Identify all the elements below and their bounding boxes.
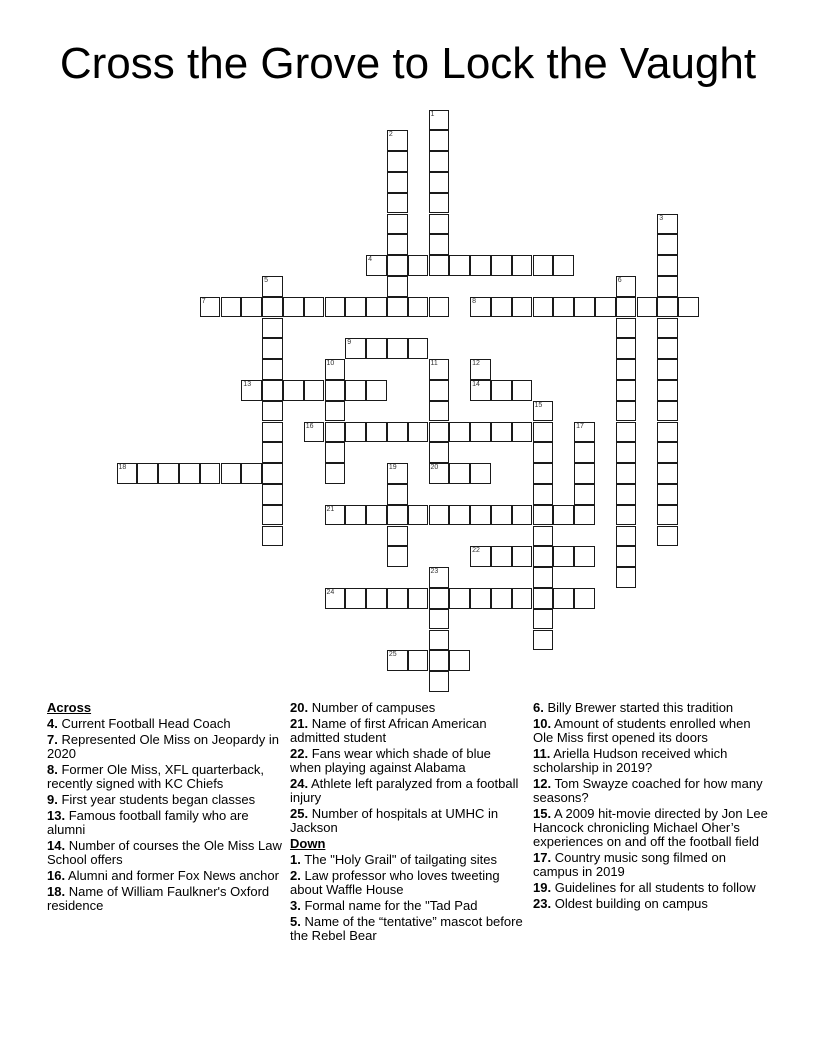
grid-cell[interactable] xyxy=(387,526,408,547)
clue-across-9: 9. First year students began classes xyxy=(47,792,256,807)
grid-cell[interactable] xyxy=(533,484,554,505)
grid-cell[interactable] xyxy=(449,463,470,484)
grid-cell[interactable] xyxy=(325,359,346,380)
grid-cell[interactable] xyxy=(262,380,283,401)
clue-number: 22 xyxy=(472,547,480,555)
grid-cell[interactable] xyxy=(429,505,450,526)
grid-cell[interactable] xyxy=(325,297,346,318)
grid-cell[interactable] xyxy=(533,255,554,276)
grid-cell[interactable] xyxy=(366,505,387,526)
grid-cell[interactable] xyxy=(366,255,387,276)
grid-cell[interactable] xyxy=(408,255,429,276)
clue-down-2: 2. Law professor who loves tweeting about Waffle House xyxy=(290,868,500,897)
grid-cell[interactable] xyxy=(616,546,637,567)
grid-cell[interactable] xyxy=(616,380,637,401)
grid-cell[interactable] xyxy=(387,130,408,151)
grid-cell[interactable] xyxy=(616,359,637,380)
clue-number: 15 xyxy=(534,401,543,409)
clue-across-21: 21. Name of first African American admitted student xyxy=(290,716,487,745)
grid-cell[interactable] xyxy=(325,505,346,526)
grid-cell[interactable] xyxy=(262,442,283,463)
grid-cell[interactable] xyxy=(387,484,408,505)
grid-cell[interactable] xyxy=(470,588,491,609)
grid-cell[interactable] xyxy=(574,422,595,443)
grid-cell[interactable] xyxy=(616,526,637,547)
grid-cell[interactable] xyxy=(366,297,387,318)
grid-cell[interactable] xyxy=(429,359,450,380)
clue-down-11: 11. Ariella Hudson received which scholarship in 2019? xyxy=(533,746,728,775)
grid-cell[interactable] xyxy=(512,505,533,526)
grid-cell[interactable] xyxy=(429,567,450,588)
grid-cell[interactable] xyxy=(262,463,283,484)
grid-cell[interactable] xyxy=(345,588,366,609)
grid-cell[interactable] xyxy=(553,255,574,276)
grid-cell[interactable] xyxy=(408,297,429,318)
grid-cell[interactable] xyxy=(533,505,554,526)
grid-cell[interactable] xyxy=(387,276,408,297)
clue-across-7: 7. Represented Ole Miss on Jeopardy in 2020 xyxy=(47,732,279,761)
grid-cell[interactable] xyxy=(408,588,429,609)
grid-cell[interactable] xyxy=(387,588,408,609)
grid-cell[interactable] xyxy=(533,442,554,463)
grid-cell[interactable] xyxy=(429,609,450,630)
grid-cell[interactable] xyxy=(491,505,512,526)
grid-cell[interactable] xyxy=(429,255,450,276)
grid-cell[interactable] xyxy=(387,505,408,526)
clues-column-2 xyxy=(290,701,525,945)
grid-cell[interactable] xyxy=(657,526,678,547)
grid-cell[interactable] xyxy=(366,588,387,609)
grid-cell[interactable] xyxy=(325,422,346,443)
grid-cell[interactable] xyxy=(262,359,283,380)
grid-cell[interactable] xyxy=(262,505,283,526)
grid-cell[interactable] xyxy=(366,338,387,359)
grid-cell[interactable] xyxy=(221,297,242,318)
grid-cell[interactable] xyxy=(574,505,595,526)
clue-across-24: 24. Athlete left paralyzed from a football injury xyxy=(290,776,519,805)
grid-cell[interactable] xyxy=(429,380,450,401)
grid-cell[interactable] xyxy=(241,380,262,401)
grid-cell[interactable] xyxy=(387,650,408,671)
clue-down-23: 23. Oldest building on campus xyxy=(533,896,708,911)
clue-number: 4 xyxy=(368,256,372,264)
grid-cell[interactable] xyxy=(657,214,678,235)
grid-cell[interactable] xyxy=(616,338,637,359)
grid-cell[interactable] xyxy=(491,546,512,567)
clue-number: 18 xyxy=(118,464,127,472)
grid-cell[interactable] xyxy=(429,650,450,671)
clue-across-13: 13. Famous football family who are alumni xyxy=(47,808,249,837)
grid-cell[interactable] xyxy=(491,255,512,276)
clue-across-16: 16. Alumni and former Fox News anchor xyxy=(47,868,279,883)
grid-cell[interactable] xyxy=(345,380,366,401)
grid-cell[interactable] xyxy=(491,422,512,443)
grid-cell[interactable] xyxy=(262,297,283,318)
clues-column-3 xyxy=(533,701,768,913)
grid-cell[interactable] xyxy=(304,297,325,318)
grid-cell[interactable] xyxy=(262,338,283,359)
clue-number: 12 xyxy=(472,360,480,368)
grid-cell[interactable] xyxy=(429,463,450,484)
clue-number: 3 xyxy=(659,214,664,222)
clue-number: 1 xyxy=(430,110,435,118)
grid-cell[interactable] xyxy=(429,234,450,255)
clue-down-3: 3. Formal name for the "Tad Pad xyxy=(290,898,478,913)
grid-cell[interactable] xyxy=(657,359,678,380)
grid-cell[interactable] xyxy=(137,463,158,484)
grid-cell[interactable] xyxy=(387,422,408,443)
grid-cell[interactable] xyxy=(429,671,450,692)
grid-cell[interactable] xyxy=(117,463,138,484)
clue-across-18: 18. Name of William Faulkner's Oxford residence xyxy=(47,884,270,913)
clue-number: 25 xyxy=(388,651,397,659)
clue-number: 9 xyxy=(347,339,352,347)
clue-number: 23 xyxy=(430,568,439,576)
grid-cell[interactable] xyxy=(616,463,637,484)
grid-cell[interactable] xyxy=(512,380,533,401)
grid-cell[interactable] xyxy=(470,422,491,443)
grid-cell[interactable] xyxy=(429,130,450,151)
grid-cell[interactable] xyxy=(387,151,408,172)
grid-cell[interactable] xyxy=(262,276,283,297)
grid-cell[interactable] xyxy=(657,463,678,484)
grid-cell[interactable] xyxy=(262,401,283,422)
grid-cell[interactable] xyxy=(429,422,450,443)
grid-cell[interactable] xyxy=(657,338,678,359)
grid-cell[interactable] xyxy=(262,484,283,505)
grid-cell[interactable] xyxy=(512,297,533,318)
grid-cell[interactable] xyxy=(616,401,637,422)
grid-cell[interactable] xyxy=(616,318,637,339)
grid-cell[interactable] xyxy=(304,380,325,401)
grid-cell[interactable] xyxy=(325,401,346,422)
grid-cell[interactable] xyxy=(616,484,637,505)
clue-down-15: 15. A 2009 hit-movie directed by Jon Lee Hancock chronicling Michael Oher’s experiences on and off the football field xyxy=(533,806,768,849)
grid-cell[interactable] xyxy=(429,442,450,463)
grid-cell[interactable] xyxy=(387,234,408,255)
grid-cell[interactable] xyxy=(533,567,554,588)
clue-number: 13 xyxy=(243,380,252,388)
grid-cell[interactable] xyxy=(429,630,450,651)
grid-cell[interactable] xyxy=(491,297,512,318)
grid-cell[interactable] xyxy=(387,255,408,276)
grid-cell[interactable] xyxy=(533,297,554,318)
grid-cell[interactable] xyxy=(657,276,678,297)
grid-cell[interactable] xyxy=(325,380,346,401)
grid-cell[interactable] xyxy=(345,297,366,318)
clue-number: 6 xyxy=(617,276,622,284)
clue-down-1: 1. The "Holy Grail" of tailgating sites xyxy=(290,852,497,867)
grid-cell[interactable] xyxy=(553,505,574,526)
grid-cell[interactable] xyxy=(387,214,408,235)
grid-cell[interactable] xyxy=(304,422,325,443)
grid-cell[interactable] xyxy=(533,546,554,567)
grid-cell[interactable] xyxy=(366,380,387,401)
grid-cell[interactable] xyxy=(553,546,574,567)
grid-cell[interactable] xyxy=(657,422,678,443)
grid-cell[interactable] xyxy=(262,422,283,443)
grid-cell[interactable] xyxy=(657,505,678,526)
grid-cell[interactable] xyxy=(657,484,678,505)
grid-cell[interactable] xyxy=(616,276,637,297)
grid-cell[interactable] xyxy=(429,110,450,131)
grid-cell[interactable] xyxy=(616,567,637,588)
grid-cell[interactable] xyxy=(429,151,450,172)
grid-cell[interactable] xyxy=(325,442,346,463)
grid-cell[interactable] xyxy=(574,546,595,567)
grid-cell[interactable] xyxy=(449,505,470,526)
clue-number: 20 xyxy=(430,464,439,472)
clue-across-25: 25. Number of hospitals at UMHC in Jackson xyxy=(290,806,499,835)
grid-cell[interactable] xyxy=(429,172,450,193)
grid-cell[interactable] xyxy=(262,318,283,339)
grid-cell[interactable] xyxy=(158,463,179,484)
grid-cell[interactable] xyxy=(512,422,533,443)
grid-cell[interactable] xyxy=(325,463,346,484)
grid-cell[interactable] xyxy=(283,297,304,318)
clue-number: 11 xyxy=(430,360,438,368)
grid-cell[interactable] xyxy=(616,422,637,443)
grid-cell[interactable] xyxy=(470,255,491,276)
grid-cell[interactable] xyxy=(512,588,533,609)
grid-cell[interactable] xyxy=(408,422,429,443)
down-heading: Down xyxy=(290,836,326,851)
grid-cell[interactable] xyxy=(262,526,283,547)
grid-cell[interactable] xyxy=(429,588,450,609)
grid-cell[interactable] xyxy=(657,380,678,401)
grid-cell[interactable] xyxy=(449,588,470,609)
grid-cell[interactable] xyxy=(345,338,366,359)
grid-cell[interactable] xyxy=(241,463,262,484)
grid-cell[interactable] xyxy=(470,359,491,380)
clue-across-20: 20. Number of campuses xyxy=(290,700,436,715)
grid-cell[interactable] xyxy=(512,255,533,276)
grid-cell[interactable] xyxy=(387,338,408,359)
grid-cell[interactable] xyxy=(241,297,262,318)
grid-cell[interactable] xyxy=(533,463,554,484)
grid-cell[interactable] xyxy=(429,214,450,235)
puzzle-title: Cross the Grove to Lock the Vaught xyxy=(59,39,757,88)
grid-cell[interactable] xyxy=(200,297,221,318)
grid-cell[interactable] xyxy=(616,505,637,526)
clue-number: 21 xyxy=(326,505,335,513)
grid-cell[interactable] xyxy=(221,463,242,484)
grid-cell[interactable] xyxy=(637,297,658,318)
grid-cell[interactable] xyxy=(553,588,574,609)
grid-cell[interactable] xyxy=(574,442,595,463)
grid-cell[interactable] xyxy=(408,338,429,359)
grid-cell[interactable] xyxy=(387,297,408,318)
grid-cell[interactable] xyxy=(366,422,387,443)
grid-cell[interactable] xyxy=(533,609,554,630)
grid-cell[interactable] xyxy=(470,546,491,567)
grid-cell[interactable] xyxy=(553,297,574,318)
grid-cell[interactable] xyxy=(429,193,450,214)
clue-down-19: 19. Guidelines for all students to follow xyxy=(533,880,756,895)
grid-cell[interactable] xyxy=(533,588,554,609)
grid-cell[interactable] xyxy=(574,463,595,484)
grid-cell[interactable] xyxy=(491,588,512,609)
grid-cell[interactable] xyxy=(657,401,678,422)
clue-number: 19 xyxy=(388,464,397,472)
grid-cell[interactable] xyxy=(491,380,512,401)
grid-cell[interactable] xyxy=(574,297,595,318)
grid-cell[interactable] xyxy=(449,650,470,671)
grid-cell[interactable] xyxy=(345,422,366,443)
grid-cell[interactable] xyxy=(470,297,491,318)
clue-number: 24 xyxy=(326,588,335,596)
clue-down-6: 6. Billy Brewer started this tradition xyxy=(533,700,734,715)
grid-cell[interactable] xyxy=(200,463,221,484)
grid-cell[interactable] xyxy=(345,505,366,526)
grid-cell[interactable] xyxy=(387,172,408,193)
grid-cell[interactable] xyxy=(616,297,637,318)
clue-number: 17 xyxy=(576,422,584,430)
clue-number: 7 xyxy=(201,297,206,305)
grid-cell[interactable] xyxy=(657,234,678,255)
clue-number: 16 xyxy=(305,422,314,430)
grid-cell[interactable] xyxy=(533,422,554,443)
grid-cell[interactable] xyxy=(408,650,429,671)
grid-cell[interactable] xyxy=(657,318,678,339)
clue-number: 14 xyxy=(472,380,480,388)
grid-cell[interactable] xyxy=(387,463,408,484)
grid-cell[interactable] xyxy=(449,422,470,443)
clue-down-17: 17. Country music song filmed on campus in 2019 xyxy=(533,850,726,879)
clue-across-4: 4. Current Football Head Coach xyxy=(47,716,231,731)
grid-cell[interactable] xyxy=(283,380,304,401)
grid-cell[interactable] xyxy=(533,401,554,422)
grid-cell[interactable] xyxy=(387,546,408,567)
grid-cell[interactable] xyxy=(449,255,470,276)
clue-across-8: 8. Former Ole Miss, XFL quarterback, recently signed with KC Chiefs xyxy=(47,762,264,791)
grid-cell[interactable] xyxy=(533,630,554,651)
clues-column-1 xyxy=(47,701,282,915)
grid-cell[interactable] xyxy=(179,463,200,484)
grid-cell[interactable] xyxy=(657,255,678,276)
grid-cell[interactable] xyxy=(595,297,616,318)
grid-cell[interactable] xyxy=(325,588,346,609)
clue-down-5: 5. Name of the “tentative” mascot before the Rebel Bear xyxy=(290,914,523,943)
across-heading: Across xyxy=(47,700,92,715)
grid-cell[interactable] xyxy=(657,442,678,463)
grid-cell[interactable] xyxy=(616,442,637,463)
grid-cell[interactable] xyxy=(533,526,554,547)
clue-across-22: 22. Fans wear which shade of blue when playing against Alabama xyxy=(290,746,491,775)
grid-cell[interactable] xyxy=(429,297,450,318)
clue-number: 5 xyxy=(264,276,268,284)
clue-number: 8 xyxy=(472,297,476,305)
grid-cell[interactable] xyxy=(470,505,491,526)
grid-cell[interactable] xyxy=(387,193,408,214)
grid-cell[interactable] xyxy=(470,380,491,401)
clue-number: 10 xyxy=(326,360,335,368)
grid-cell[interactable] xyxy=(470,463,491,484)
grid-cell[interactable] xyxy=(429,401,450,422)
grid-cell[interactable] xyxy=(657,297,678,318)
grid-cell[interactable] xyxy=(678,297,699,318)
clue-down-12: 12. Tom Swayze coached for how many seasons? xyxy=(533,776,763,805)
clue-number: 2 xyxy=(388,131,393,139)
grid-cell[interactable] xyxy=(512,546,533,567)
grid-cell[interactable] xyxy=(408,505,429,526)
clue-down-10: 10. Amount of students enrolled when Ole Miss first opened its doors xyxy=(533,716,751,745)
grid-cell[interactable] xyxy=(574,484,595,505)
grid-cell[interactable] xyxy=(574,588,595,609)
clue-across-14: 14. Number of courses the Ole Miss Law School offers xyxy=(47,838,282,867)
